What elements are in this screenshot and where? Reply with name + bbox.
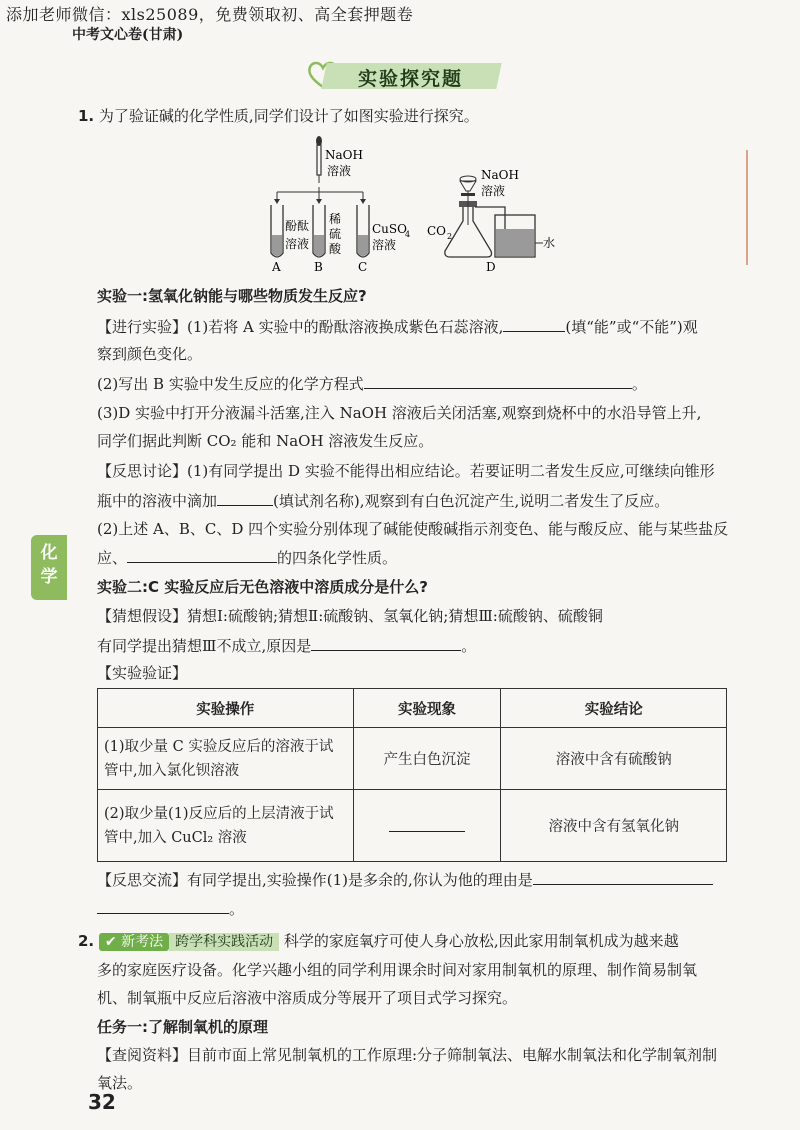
table-row — [98, 728, 727, 790]
section-banner — [306, 60, 496, 90]
question-1-stem — [78, 105, 479, 126]
svg-text:溶液: 溶液 — [285, 237, 310, 251]
table-header: 实验结论 — [501, 689, 727, 728]
svg-text:硫: 硫 — [329, 227, 342, 241]
exp1-p1-text: 【进行实验】(1)若将 A 实验中的酚酞溶液换成紫色石蕊溶液, — [97, 318, 504, 336]
svg-text:CO: CO — [427, 224, 447, 238]
answer-blank[interactable] — [533, 868, 713, 885]
table-cell: 溶液中含有氢氧化钠 — [501, 790, 727, 862]
exp2-hypothesis-reason: 有同学提出猜想Ⅲ不成立,原因是 。 — [97, 634, 476, 656]
svg-text:B: B — [314, 260, 323, 274]
exp1-title: 实验一:氢氧化钠能与哪些物质发生反应? — [97, 287, 367, 305]
watermark-text: 添加老师微信：xls25089，免费领取初、高全套押题卷 — [6, 5, 414, 24]
table-cell: (1)取少量 C 实验反应后的溶液于试管中,加入氯化钡溶液 — [98, 728, 354, 790]
figure-naoh-label: NaOH — [325, 148, 363, 162]
table-header: 实验现象 — [353, 689, 501, 728]
test-tube-b — [313, 205, 325, 257]
exp2-reflect-line2: 。 — [97, 897, 244, 919]
answer-blank[interactable] — [217, 489, 273, 506]
table-cell: 溶液中含有硫酸钠 — [501, 728, 727, 790]
question-2-stem-line2: 多的家庭医疗设备。化学兴趣小组的同学利用课余时间对家用制氧机的原理、制作简易制氧 — [97, 961, 698, 979]
exp1-p2-text: (2)写出 B 实验中发生反应的化学方程式 — [97, 375, 364, 393]
answer-blank[interactable] — [389, 815, 465, 832]
table-row — [98, 790, 727, 862]
exp1-p1-text-b: (填“能”或“不能”)观 — [565, 318, 698, 336]
test-tube-a — [271, 205, 283, 257]
task1-title: 任务一:了解制氧机的原理 — [97, 1018, 268, 1036]
page-edge-mark — [746, 150, 748, 265]
answer-blank[interactable] — [311, 634, 461, 651]
svg-text:溶液: 溶液 — [481, 184, 506, 198]
exp2-title: 实验二:C 实验反应后无色溶液中溶质成分是什么? — [97, 578, 428, 596]
exp1-para2: (2)写出 B 实验中发生反应的化学方程式 。 — [97, 372, 647, 394]
table-cell: (2)取少量(1)反应后的上层清液于试管中,加入 CuCl₂ 溶液 — [98, 790, 354, 862]
answer-blank[interactable] — [127, 546, 277, 563]
new-method-tag: ✔ 新考法 — [99, 933, 169, 951]
exp1-reflect2-line2: 应、 的四条化学性质。 — [97, 546, 397, 568]
exp1-reflect1-line1: 【反思讨论】(1)有同学提出 D 实验不能得出相应结论。若要证明二者发生反应,可继续向锥形 — [97, 462, 715, 480]
svg-text:水: 水 — [543, 236, 555, 250]
question-number: 2. — [78, 932, 95, 950]
lookup-line2: 氧法。 — [97, 1074, 143, 1092]
lookup-line1: 【查阅资料】目前市面上常见制氧机的工作原理:分子筛制氧法、电解水制氧法和化学制氧剂制 — [97, 1046, 718, 1064]
svg-text:溶液: 溶液 — [372, 238, 397, 252]
test-tube-c — [357, 205, 369, 257]
figure-solution-label: 溶液 — [327, 164, 352, 178]
svg-text:酸: 酸 — [329, 242, 342, 256]
question-2-stem-line3: 机、制氧瓶中反应后溶液中溶质成分等展开了项目式学习探究。 — [97, 989, 518, 1007]
svg-text:D: D — [486, 260, 496, 274]
exp1-reflect2-line1: (2)上述 A、B、C、D 四个实验分别体现了碱能使酸碱指示剂变色、能与酸反应、能与某些盐反 — [97, 520, 729, 538]
exp2-reflect-line1: 【反思交流】有同学提出,实验操作(1)是多余的,你认为他的理由是 — [97, 868, 713, 890]
section-title: 实验探究题 — [358, 68, 464, 90]
table-header: 实验操作 — [98, 689, 354, 728]
exp1-reflect1-line2: 瓶中的溶液中滴加 (填试剂名称),观察到有白色沉淀产生,说明二者发生了反应。 — [97, 489, 669, 511]
table-header-row — [98, 689, 727, 728]
svg-text:CuSO: CuSO — [372, 222, 407, 236]
svg-text:酚酞: 酚酞 — [285, 219, 310, 233]
svg-text:4: 4 — [405, 230, 411, 239]
book-header: 中考文心卷(甘肃) — [72, 27, 184, 43]
table-cell: 产生白色沉淀 — [353, 728, 501, 790]
answer-blank[interactable] — [503, 315, 565, 332]
answer-blank[interactable] — [364, 372, 632, 389]
subject-side-tab: 化 学 — [31, 535, 67, 600]
experiment-figure — [255, 135, 555, 275]
exp1-para1-line1 — [97, 315, 698, 337]
experiment-table — [97, 688, 727, 862]
svg-text:稀: 稀 — [329, 212, 342, 226]
exp2-verify-label: 【实验验证】 — [97, 664, 188, 682]
svg-text:2: 2 — [447, 232, 453, 241]
cross-discipline-tag: 跨学科实践活动 — [169, 933, 279, 951]
question-2-stem-line1: 2. ✔ 新考法 跨学科实践活动 科学的家庭氧疗可使人身心放松,因此家用制氧机成为越来越 — [78, 932, 679, 950]
exp1-para3-line1: (3)D 实验中打开分液漏斗活塞,注入 NaOH 溶液后关闭活塞,观察到烧杯中的水沿导管上升, — [97, 404, 702, 422]
svg-text:A: A — [272, 260, 281, 274]
exp1-para3-line2: 同学们据此判断 CO₂ 能和 NaOH 溶液发生反应。 — [97, 432, 434, 450]
exp2-hypothesis: 【猜想假设】猜想Ⅰ:硫酸钠;猜想Ⅱ:硫酸钠、氢氧化钠;猜想Ⅲ:硫酸钠、硫酸铜 — [97, 607, 603, 625]
svg-text:NaOH: NaOH — [481, 168, 519, 182]
svg-text:C: C — [358, 260, 368, 274]
dropper-icon — [316, 136, 322, 183]
exp1-para1-line2: 察到颜色变化。 — [97, 345, 203, 363]
question-text: 为了验证碱的化学性质,同学们设计了如图实验进行探究。 — [98, 107, 479, 125]
question-number: 1. — [78, 107, 95, 125]
answer-blank[interactable] — [97, 897, 229, 914]
page-number: 32 — [88, 1090, 116, 1114]
table-cell-blank[interactable] — [353, 790, 501, 862]
